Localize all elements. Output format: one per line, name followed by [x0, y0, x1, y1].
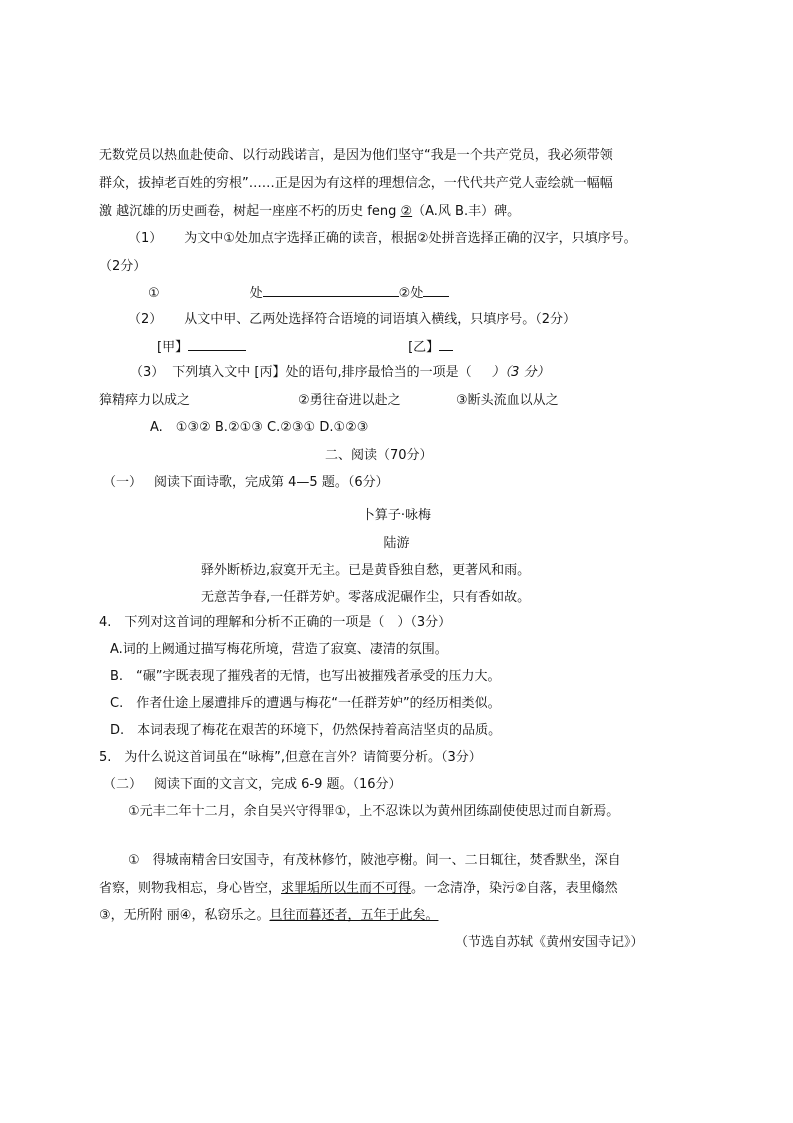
question-4-option-b: B. “碾”字既表现了摧残者的无情，也写出被摧残者承受的压力大。 [110, 669, 501, 684]
poem-line-2: 无意苦争春,一任群芳妒。零落成泥碾作尘，只有香如故。 [201, 590, 531, 605]
question-3-option-3: ③断头流血以从之 [456, 393, 559, 408]
question-3-score: ）（3 分） [491, 365, 550, 380]
question-4-stem: 4. 下列对这首词的理解和分析不正确的一项是（ ）（3分） [99, 615, 452, 630]
classical-paragraph-2-line-2 [99, 880, 618, 898]
subsection-2-heading [103, 776, 402, 794]
poem-author: 陆游 [383, 536, 410, 551]
passage-line-3-end: （A.风 B.丰）碑。 [412, 204, 521, 219]
answer-mark-1: ① [148, 286, 160, 301]
question-3 [130, 364, 550, 382]
passage-line-3-text: 激 越沉雄的历史画卷，树起一座座不朽的历史 feng [99, 204, 401, 219]
source-citation: （节选自苏轼《黄州安国寺记》） [455, 935, 644, 950]
question-4-option-c: C. 作者仕途上屡遭排斥的遭遇与梅花“一任群芳妒”的经历相类似。 [110, 696, 501, 711]
poem-line-1: 驿外断桥边,寂寞开无主。已是黄昏独自愁，更著风和雨。 [201, 563, 531, 578]
question-1 [128, 230, 637, 248]
answer-label-1: 处 [249, 286, 263, 301]
question-1-score: （2分） [99, 259, 147, 274]
p2-line-2-start: 省察，则物我相忘，身心皆空， [99, 881, 282, 896]
question-1-text: 为文中①处加点字选择正确的读音，根据②处拼音选择正确的汉字，只填序号。 [184, 231, 637, 246]
question-5-stem: 5. 为什么说这首词虽在“咏梅”,但意在言外？请简要分析。（3分） [99, 750, 482, 765]
yi-blank[interactable] [439, 338, 453, 351]
p2-underlined-sentence-1: 求罪垢所以生而不可得 [281, 881, 412, 896]
question-2-number: （2） [128, 312, 163, 327]
poem-title: 卜算子·咏梅 [361, 508, 432, 523]
p2-line-3-start: ③，无所附 丽④，私窃乐之。 [99, 908, 270, 923]
answer-blank-1[interactable] [263, 284, 399, 297]
question-1-number: （1） [128, 231, 163, 246]
classical-paragraph-2-line-1: ① 得城南精舍曰安国寺，有茂林修竹，陂池亭榭。间一、二日辄往，焚香默坐，深自 [128, 853, 621, 868]
passage-line-3 [99, 203, 520, 221]
question-3-number: （3） [130, 365, 165, 380]
classical-paragraph-2-line-3 [99, 907, 438, 925]
question-3-text: 下列填入文中 [丙】处的语句,排序最恰当的一项是（ [172, 365, 472, 380]
answer-label-2: ②处 [398, 286, 424, 301]
subsection-1-text: 阅读下面诗歌，完成第 4—5 题。（6分） [154, 475, 389, 490]
passage-line-1: 无数党员以热血赴使命、以行动践诺言，是因为他们坚守“我是一个共产党员，我必须带领 [99, 148, 613, 163]
question-2-text: 从文中甲、乙两处选择符合语境的词语填入横线，只填序号。（2分） [184, 312, 577, 327]
question-3-option-2: ②勇往奋进以赴之 [298, 393, 401, 408]
subsection-2-number: （二） [103, 777, 143, 792]
question-4-option-d: D. 本词表现了梅花在艰苦的环境下，仍然保持着高洁坚贞的品质。 [110, 723, 502, 738]
jia-label: [甲】 [157, 340, 189, 355]
passage-line-2: 群众，拔掉老百姓的穷根”……正是因为有这样的理想信念，一代代共产党人壶绘就一幅幅 [99, 176, 613, 191]
question-3-choices: A. ①③② B.②①③ C.②③① D.①②③ [150, 420, 369, 435]
yi-label: [乙】 [408, 340, 440, 355]
p2-underlined-sentence-2: 旦往而暮还者，五年于此矣。 [269, 908, 439, 923]
p2-line-2-end: 。一念清净，染污②自落，表里翛然 [411, 881, 618, 896]
question-2-answer-row [157, 338, 453, 357]
section-2-title: 二、阅读（70分） [325, 448, 433, 463]
question-1-answer-row [148, 284, 449, 303]
answer-blank-2[interactable] [423, 284, 449, 297]
classical-paragraph-1: ①元丰二年十二月，余自吴兴守得罪①，上不忍诛以为黄州团练副使使思过而自新焉。 [128, 804, 620, 819]
subsection-2-text: 阅读下面的文言文，完成 6-9 题。（16分） [154, 777, 402, 792]
question-3-option-1: 獐精瘁力以成之 [99, 393, 191, 408]
passage-mark-2: ② [400, 204, 413, 219]
subsection-1-number: （一） [103, 475, 143, 490]
jia-blank[interactable] [188, 338, 246, 351]
question-2 [128, 311, 576, 329]
subsection-1-heading [103, 474, 389, 492]
question-4-option-a: A.词的上阙通过描写梅花所境，营造了寂寞、凄清的氛围。 [110, 642, 448, 657]
